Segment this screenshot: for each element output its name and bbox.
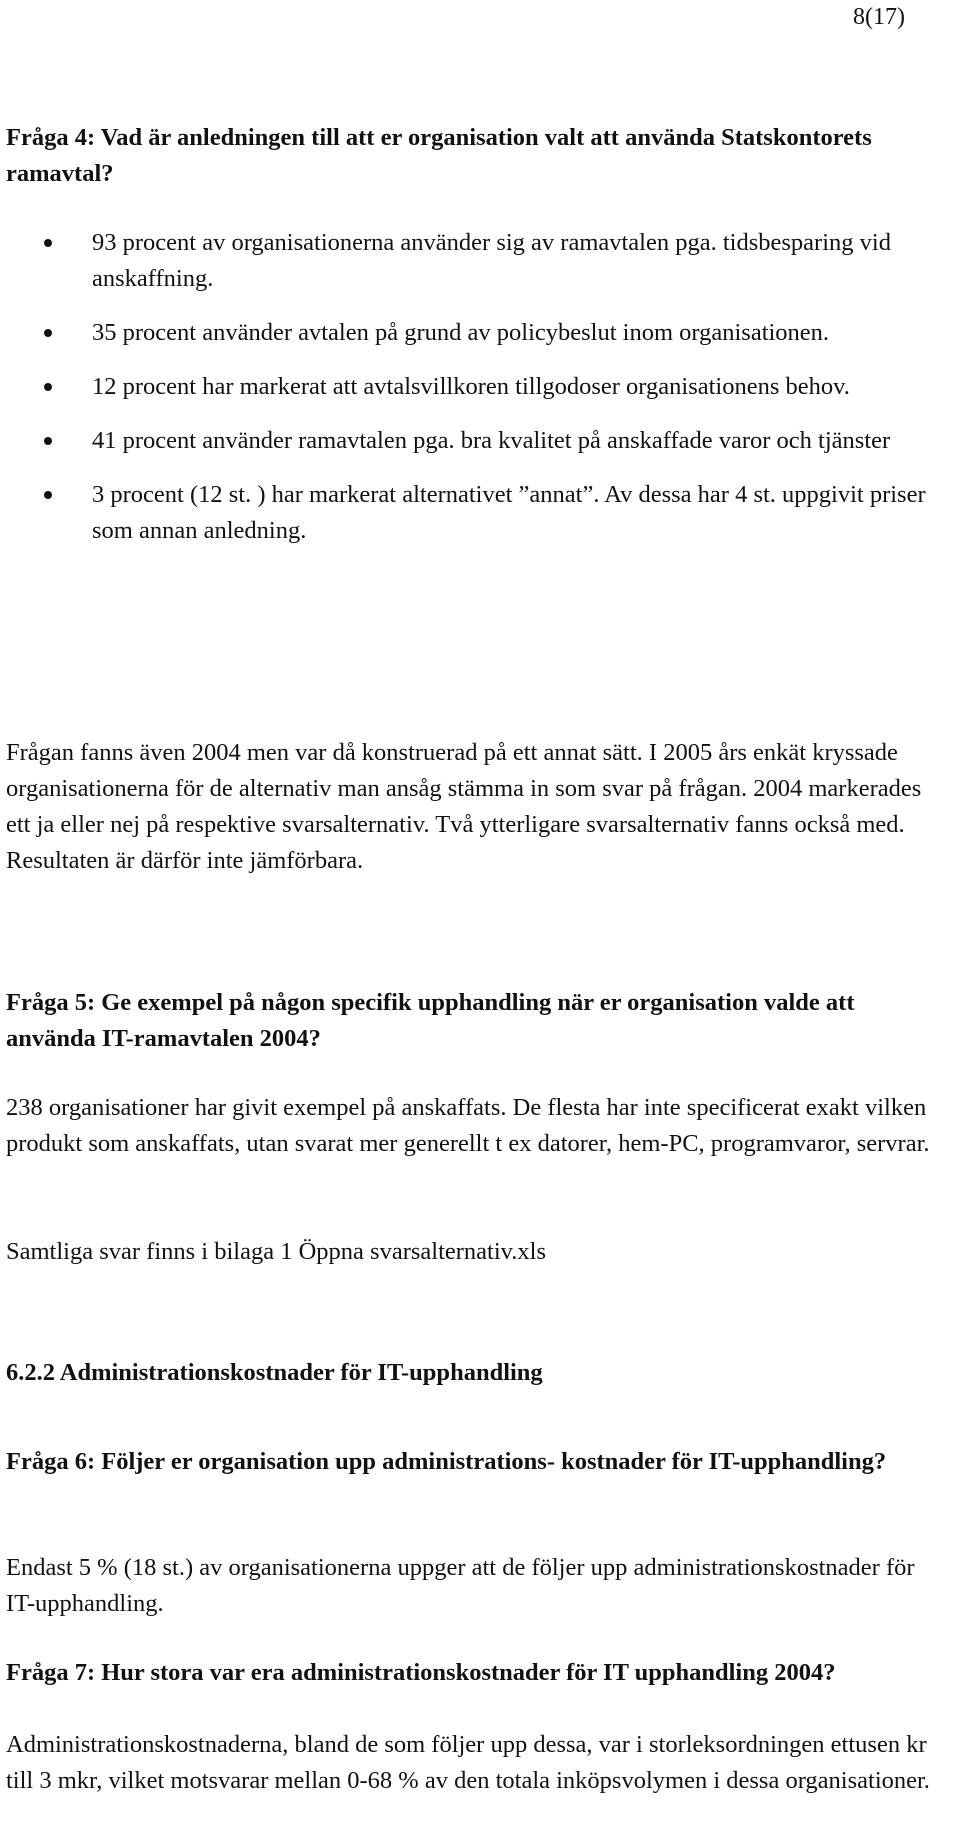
question-4-note: Frågan fanns även 2004 men var då konstruerad på ett annat sätt. I 2005 års enkät kryssade organisationerna för de alternativ man ansåg stämma in som svar på frågan. 2004 markerades ett ja eller nej på respektive svarsalternativ. Två ytterligare svarsalternativ fanns också med. Resultaten är därför inte jämförbara. — [6, 739, 922, 874]
question-7-answer: Administrationskostnaderna, bland de som följer upp dessa, var i storleksordningen ettusen kr till 3 mkr, vilket motsvarar mellan 0-68 % av den totala inköpsvolymen i dessa organisationer. — [6, 1731, 930, 1794]
question-6-heading: Fråga 6: Följer er organisation upp administrations- kostnader för IT-upphandling? — [6, 1448, 887, 1475]
list-item: 93 procent av organisationerna använder sig av ramavtalen pga. tidsbesparing vid anskaffning. — [6, 225, 936, 297]
bullet-icon — [44, 329, 52, 337]
question-5-answer: 238 organisationer har givit exempel på anskaffats. De flesta har inte specificerat exakt vilken produkt som anskaffats, utan svarat mer generellt t ex datorer, hem-PC, programvaror, servrar. — [6, 1094, 930, 1157]
list-item: 35 procent använder avtalen på grund av policybeslut inom organisationen. — [6, 315, 936, 351]
list-item: 3 procent (12 st. ) har markerat alternativet ”annat”. Av dessa har 4 st. uppgivit priser som annan anledning. — [6, 477, 936, 549]
page-number: 8(17) — [853, 4, 905, 30]
section-heading: 6.2.2 Administrationskostnader för IT-upphandling — [6, 1359, 543, 1386]
question-4-answer-list — [6, 225, 936, 567]
bullet-icon — [44, 383, 52, 391]
question-6-answer: Endast 5 % (18 st.) av organisationerna uppger att de följer upp administrationskostnader för IT-upphandling. — [6, 1554, 915, 1617]
bullet-icon — [44, 239, 52, 247]
bullet-icon — [44, 491, 52, 499]
list-item: 12 procent har markerat att avtalsvillkoren tillgodoser organisationens behov. — [6, 369, 936, 405]
question-5-appendix: Samtliga svar finns i bilaga 1 Öppna svarsalternativ.xls — [6, 1238, 547, 1265]
question-5-heading: Fråga 5: Ge exempel på någon specifik upphandling när er organisation valde att använda IT-ramavtalen 2004? — [6, 989, 855, 1052]
question-7-heading: Fråga 7: Hur stora var era administrationskostnader för IT upphandling 2004? — [6, 1659, 836, 1686]
bullet-icon — [44, 437, 52, 445]
question-4-heading: Fråga 4: Vad är anledningen till att er organisation valt att använda Statskontorets ramavtal? — [6, 124, 872, 187]
list-item: 41 procent använder ramavtalen pga. bra kvalitet på anskaffade varor och tjänster — [6, 423, 936, 459]
